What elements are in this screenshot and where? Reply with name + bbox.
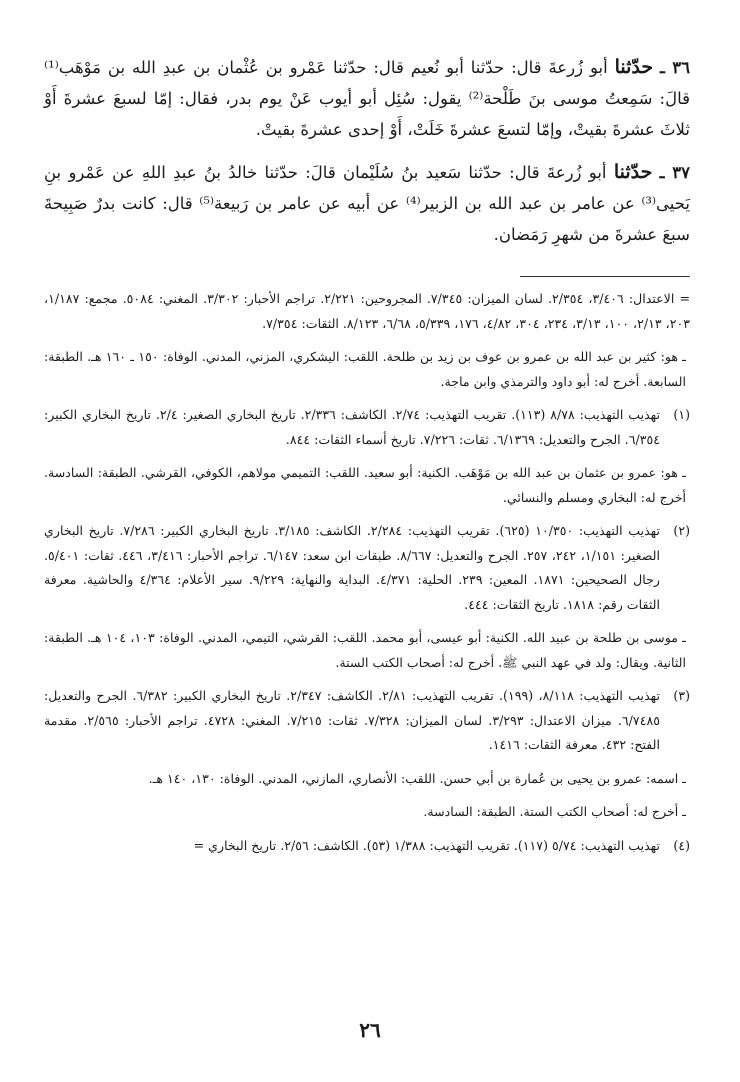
footnote-bio: ـ هو: عمرو بن عثمان بن عبد الله بن مَوْهَب. الكنية: أبو سعيد. اللقب: التميمي مولاهم، الكوفي، القرشي. الطبقة: السادسة. أخرج له: البخاري ومسلم والنسائي.	[44, 465, 686, 505]
hadith-text: أبو زُرعةَ قال: حدّثنا أبو نُعيم قال: حدّثنا عَمْرو بن عُثْمان بن عبدِ الله بن مَوْهَب⁽¹⁾ قالَ: سَمِعتُ موسى بنَ طَلْحة⁽²⁾ يقول: سُئِل أبو أيوب عَنْ يوم بدر، فقال: إمّا لسبعَ عشرةَ أَوْ ثلاثَ عشرةَ بقيتْ، وإمّا لتسعَ عشرةَ خَلَتْ، أَوْ إحدى عشرةَ بقيتْ.	[44, 58, 690, 139]
main-text	[44, 52, 690, 250]
hadith-keyword: حدّثنا	[614, 56, 654, 78]
footnote-text: تهذيب التهذيب: ٨/١١٨، (١٩٩). تقريب التهذيب: ٢/٨١. الكاشف: ٢/٣٤٧. تاريخ البخاري الكبير: ٦/٣٨٢. الجرح والتعديل: ٦/٧٤٨٥. ميزان الاعتدال: ٣/٢٩٣. لسان الميزان: ٧/٣٢٨. ثقات: ٧/٢١٥. المغني: ٤٧٢٨. تراجم الأحبار: ٢/٥٦٥. مقدمة الفتح: ٤٣٢. معرفة الثقات: ١٤١٦.	[44, 688, 660, 752]
footnote-label: (٣)	[673, 688, 690, 703]
footnote-label: (٤)	[673, 837, 690, 853]
footnote-text: تهذيب التهذيب: ٨/٧٨ (١١٣). تقريب التهذيب: ٢/٧٤. الكاشف: ٢/٣٣٦. تاريخ البخاري الصغير: ٢/٤. تاريخ البخاري الكبير: ٦/٣٥٤. الجرح والتعديل: ٦/١٣٦٩. ثقات: ٧/٢٢٦. تاريخ أسماء الثقات: ٨٤٤.	[44, 407, 660, 447]
footnote-label: (١)	[673, 407, 690, 422]
footnote-label: (٢)	[673, 523, 690, 538]
hadith-keyword: حدّثنا	[613, 161, 653, 183]
footnote-1	[44, 403, 690, 452]
footnote-bio: ـ اسمه: عمرو بن يحيى بن عُمارة بن أبي حسن. اللقب: الأنصاري، المازني، المدني. الوفاة: ١٣٠، ١٤٠ هـ.	[148, 770, 686, 786]
hadith-37	[44, 157, 690, 250]
footnote-3	[44, 684, 690, 758]
hadith-text: أبو زُرعةَ قال: حدّثنا سَعيد بنُ سُلَيْمان قالَ: حدّثنا خالدُ بنُ عبدِ اللهِ عن عَمْرو بنِ يَحيى⁽³⁾ عن عامر بن عبد الله بن الزبير⁽⁴⁾ عن أبيه عن عامر بن رَبيعة⁽⁵⁾ قال: كانت بدرٌ صَبِيحةَ سبعَ عشرةَ من شهرِ رَمَضان.	[44, 163, 691, 244]
footnote-bio: ـ أخرج له: أصحاب الكتب الستة. الطبقة: السادسة.	[423, 804, 686, 819]
hadith-number: ٣٧ ـ	[659, 163, 690, 182]
footnote-continuation: = الاعتدال: ٣/٤٠٦، ٢/٣٥٤. لسان الميزان: ٧/٣٤٥. المجروحين: ٢/٢٢١. تراجم الأحبار: ٣/٣٠٢. المغني: ٥٠٨٤. مجمع: ١/١٨٧، ٢٠٣، ٢/١٣، ١٠٠، ٣/١٣، ٢٣٤، ٣٠٤، ٤/٨٢، ١٧٦، ٥/٣٣٩، ٦/٦٨، ٨/١٢٣. الثقات: ٧/٣٥٤.	[44, 291, 690, 331]
footnotes	[44, 287, 690, 858]
hadith-number: ٣٦ ـ	[660, 58, 690, 77]
footnote-separator	[520, 276, 690, 277]
page-number: ٢٦	[359, 1018, 381, 1042]
footnote-2	[44, 519, 690, 617]
footnote-bio: ـ هو: كثير بن عبد الله بن عمرو بن عوف بن زيد بن طلحة. اللقب: اليشكري، المزني، المدني. الوفاة: ١٥٠ ـ ١٦٠ هـ. الطبقة: السابعة. أخرج له: أبو داود والترمذي وابن ماجة.	[44, 349, 686, 389]
hadith-36	[44, 52, 690, 145]
footnote-bio: ـ موسى بن طلحة بن عبيد الله. الكنية: أبو عيسى، أبو محمد. اللقب: القرشي، التيمي، المدني. الوفاة: ١٠٣، ١٠٤ هـ. الطبقة: الثانية. ويقال: ولد في عهد النبي ﷺ. أخرج له: أصحاب الكتب الستة.	[44, 630, 686, 670]
footnote-text: تهذيب التهذيب: ٥/٧٤ (١١٧). تقريب التهذيب: ١/٣٨٨ (٥٣). الكاشف: ٢/٥٦. تاريخ البخاري =	[193, 837, 660, 853]
footnote-text: تهذيب التهذيب: ١٠/٣٥٠ (٦٢٥). تقريب التهذيب: ٢/٢٨٤. الكاشف: ٣/١٨٥. تاريخ البخاري الكبير: ٧/٢٨٦. تاريخ البخاري الصغير: ١/١٥١، ٢٤٢، ٢٥٧. الجرح والتعديل: ٨/٦٦٧. طبقات ابن سعد: ٦/١٤٧. تراجم الأحبار: ٣/٤١٦، ٤٤٦. ثقات: ٥/٤٠١. رجال الصحيحين: ١٨٧١. المعين: ٢٣٩. الحلية: ٤/٣٧١. البداية والنهاية: ٩/٢٢٩. سير الأعلام: ٤/٣٦٤ والحاشية. معرفة الثقات رقم: ١٨١٨. تاريخ الثقات: ٤٤٤.	[44, 523, 660, 612]
footnote-4	[44, 834, 690, 859]
